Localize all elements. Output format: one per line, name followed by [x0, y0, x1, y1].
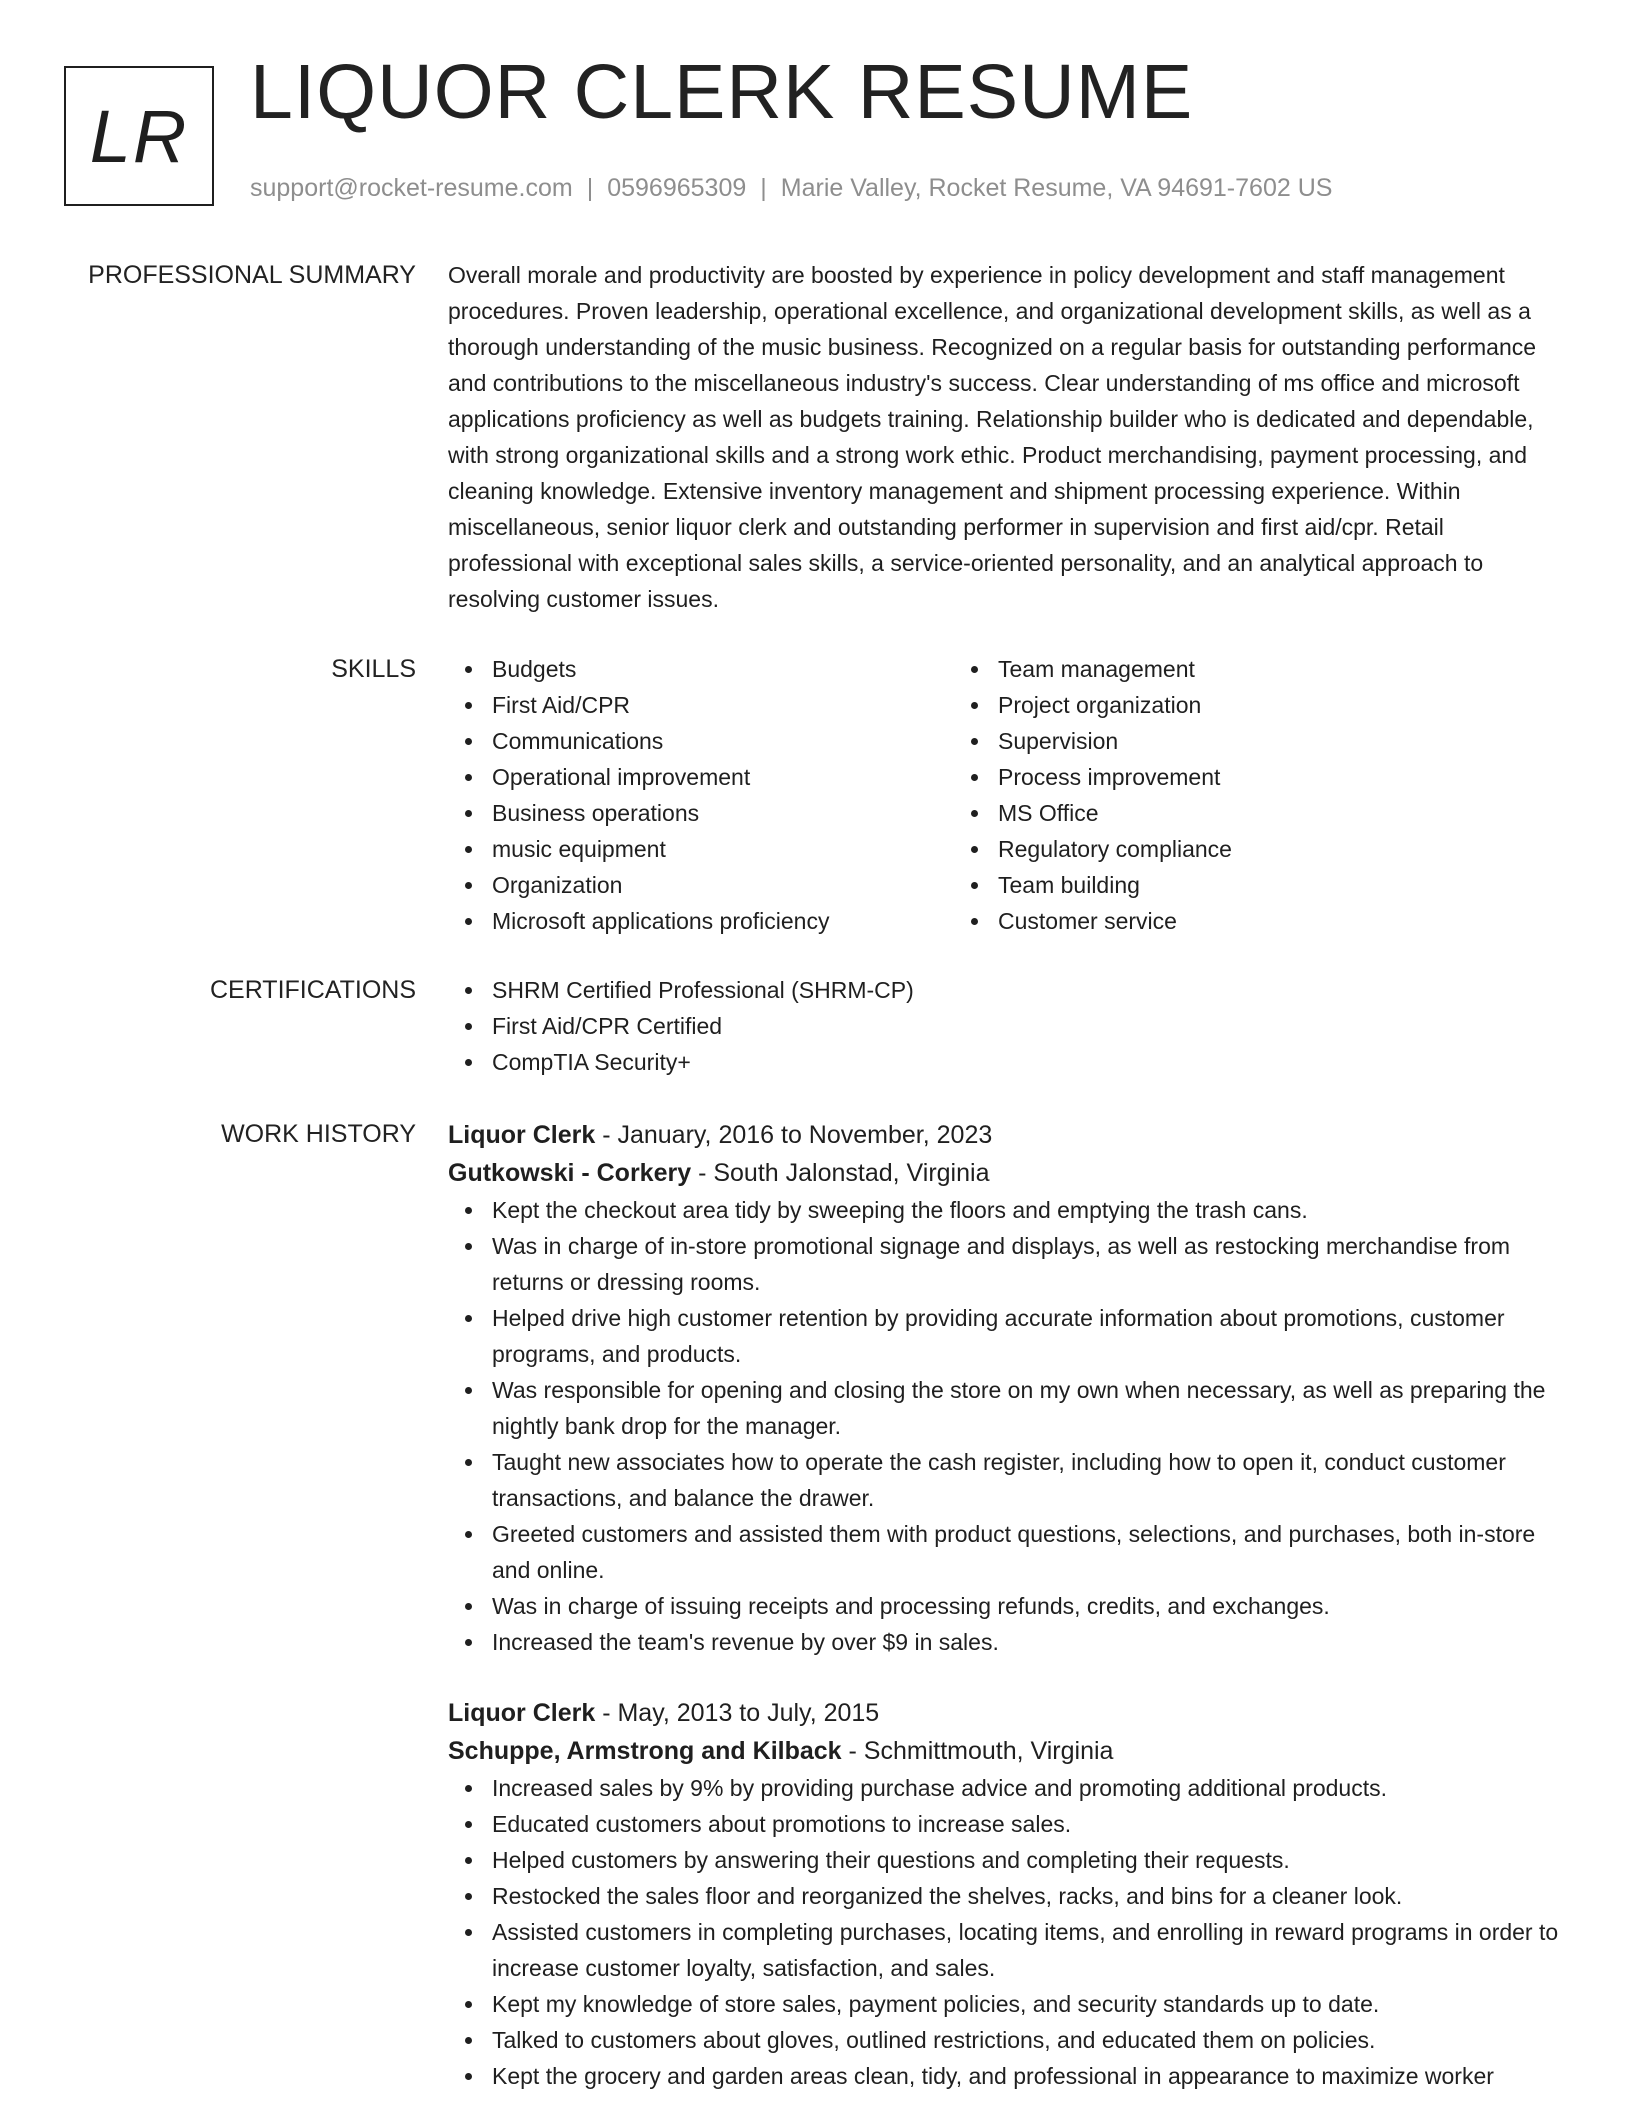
- skills-list-left: [448, 651, 954, 939]
- skill-item: music equipment: [492, 831, 954, 867]
- job-title-line: [448, 1694, 1568, 1732]
- job-title: Liquor Clerk: [448, 1699, 596, 1727]
- summary-text: Overall morale and productivity are boosted by experience in policy development and staff management procedures. Proven leadership, operational excellence, and organizational development skills, as well as a thorough understanding of the music business. Recognized on a regular basis for outstanding performance and contributions to the miscellaneous industry's success. Clear understanding of ms office and microsoft applications proficiency as well as budgets training. Relationship builder who is dedicated and dependable, with strong organizational skills and a strong work ethic. Product merchandising, payment processing, and cleaning knowledge. Extensive inventory management and shipment processing experience. Within miscellaneous, senior liquor clerk and outstanding performer in supervision and first aid/cpr. Retail professional with exceptional sales skills, a service-oriented personality, and an analytical approach to resolving customer issues.: [448, 262, 1537, 612]
- job-bullet: Increased the team's revenue by over $9 in sales.: [492, 1624, 1568, 1660]
- skill-item: Project organization: [998, 687, 1514, 723]
- skills-heading: SKILLS: [331, 655, 416, 683]
- job-bullet: Talked to customers about gloves, outlined restrictions, and educated them on policies.: [492, 2022, 1568, 2058]
- contact-address: Marie Valley, Rocket Resume, VA 94691-7602 US: [780, 174, 1333, 202]
- job-entry: [448, 1694, 1568, 2094]
- skill-item: Organization: [492, 867, 954, 903]
- job-dates: - January, 2016 to November, 2023: [595, 1121, 993, 1149]
- certification-item: First Aid/CPR Certified: [492, 1008, 1568, 1044]
- work-history-body: [448, 1116, 1568, 2094]
- job-dates: - May, 2013 to July, 2015: [595, 1699, 880, 1727]
- skill-item: Communications: [492, 723, 954, 759]
- skill-item: Supervision: [998, 723, 1514, 759]
- job-location: - Schmittmouth, Virginia: [841, 1737, 1114, 1765]
- certification-item: SHRM Certified Professional (SHRM-CP): [492, 972, 1568, 1008]
- skill-item: Microsoft applications proficiency: [492, 903, 954, 939]
- contact-phone[interactable]: 0596965309: [607, 174, 747, 202]
- job-bullet: Kept the grocery and garden areas clean, tidy, and professional in appearance to maximize worker: [492, 2058, 1568, 2094]
- skills-list-right: [954, 651, 1514, 939]
- certifications-body: [448, 972, 1568, 1080]
- contact-separator: |: [586, 174, 594, 202]
- job-bullet: Kept the checkout area tidy by sweeping the floors and emptying the trash cans.: [492, 1192, 1568, 1228]
- skill-item: MS Office: [998, 795, 1514, 831]
- job-bullet: Was in charge of issuing receipts and processing refunds, credits, and exchanges.: [492, 1588, 1568, 1624]
- skill-item: Operational improvement: [492, 759, 954, 795]
- contact-email[interactable]: support@rocket-resume.com: [250, 174, 573, 202]
- skill-item: Budgets: [492, 651, 954, 687]
- certification-item: CompTIA Security+: [492, 1044, 1568, 1080]
- skills-columns: [448, 651, 1568, 939]
- job-bullet: Was in charge of in-store promotional signage and displays, as well as restocking merchandise from returns or dressing rooms.: [492, 1228, 1568, 1300]
- certifications-list: [448, 972, 1568, 1080]
- certifications-heading: CERTIFICATIONS: [209, 976, 416, 1004]
- contact-line: [250, 174, 1332, 203]
- skill-item: Team building: [998, 867, 1514, 903]
- job-location: - South Jalonstad, Virginia: [691, 1159, 990, 1187]
- skill-item: Business operations: [492, 795, 954, 831]
- job-bullets: [448, 1192, 1568, 1660]
- job-bullet: Assisted customers in completing purchases, locating items, and enrolling in reward programs in order to increase customer loyalty, satisfaction, and sales.: [492, 1914, 1568, 1986]
- skill-item: Process improvement: [998, 759, 1514, 795]
- skill-item: First Aid/CPR: [492, 687, 954, 723]
- work-history-heading: WORK HISTORY: [221, 1120, 416, 1148]
- job-entry: [448, 1116, 1568, 1660]
- monogram-logo: [64, 66, 214, 206]
- job-bullet: Restocked the sales floor and reorganized the shelves, racks, and bins for a cleaner look.: [492, 1878, 1568, 1914]
- job-company: Gutkowski - Corkery: [448, 1159, 692, 1187]
- job-bullet: Helped drive high customer retention by providing accurate information about promotions, customer programs, and products.: [492, 1300, 1568, 1372]
- job-bullet: Educated customers about promotions to increase sales.: [492, 1806, 1568, 1842]
- job-bullet: Taught new associates how to operate the cash register, including how to open it, conduct customer transactions, and balance the drawer.: [492, 1444, 1568, 1516]
- job-bullet: Increased sales by 9% by providing purchase advice and promoting additional products.: [492, 1770, 1568, 1806]
- job-bullet: Kept my knowledge of store sales, payment policies, and security standards up to date.: [492, 1986, 1568, 2022]
- job-company-line: [448, 1732, 1568, 1770]
- skill-item: Regulatory compliance: [998, 831, 1514, 867]
- job-title: Liquor Clerk: [448, 1121, 596, 1149]
- monogram-text: LR: [89, 94, 189, 178]
- job-company-line: [448, 1154, 1568, 1192]
- skill-item: Team management: [998, 651, 1514, 687]
- job-company: Schuppe, Armstrong and Kilback: [448, 1737, 842, 1765]
- resume-title: LIQUOR CLERK RESUME: [250, 49, 1194, 135]
- job-bullet: Was responsible for opening and closing the store on my own when necessary, as well as preparing the nightly bank drop for the manager.: [492, 1372, 1568, 1444]
- contact-separator: |: [760, 174, 767, 202]
- summary-heading: PROFESSIONAL SUMMARY: [88, 261, 416, 289]
- job-bullets: [448, 1770, 1568, 2094]
- job-bullet: Helped customers by answering their questions and completing their requests.: [492, 1842, 1568, 1878]
- skills-body: [448, 651, 1568, 939]
- job-title-line: [448, 1116, 1568, 1154]
- summary-body: [448, 257, 1568, 617]
- skill-item: Customer service: [998, 903, 1514, 939]
- job-bullet: Greeted customers and assisted them with product questions, selections, and purchases, both in-store and online.: [492, 1516, 1568, 1588]
